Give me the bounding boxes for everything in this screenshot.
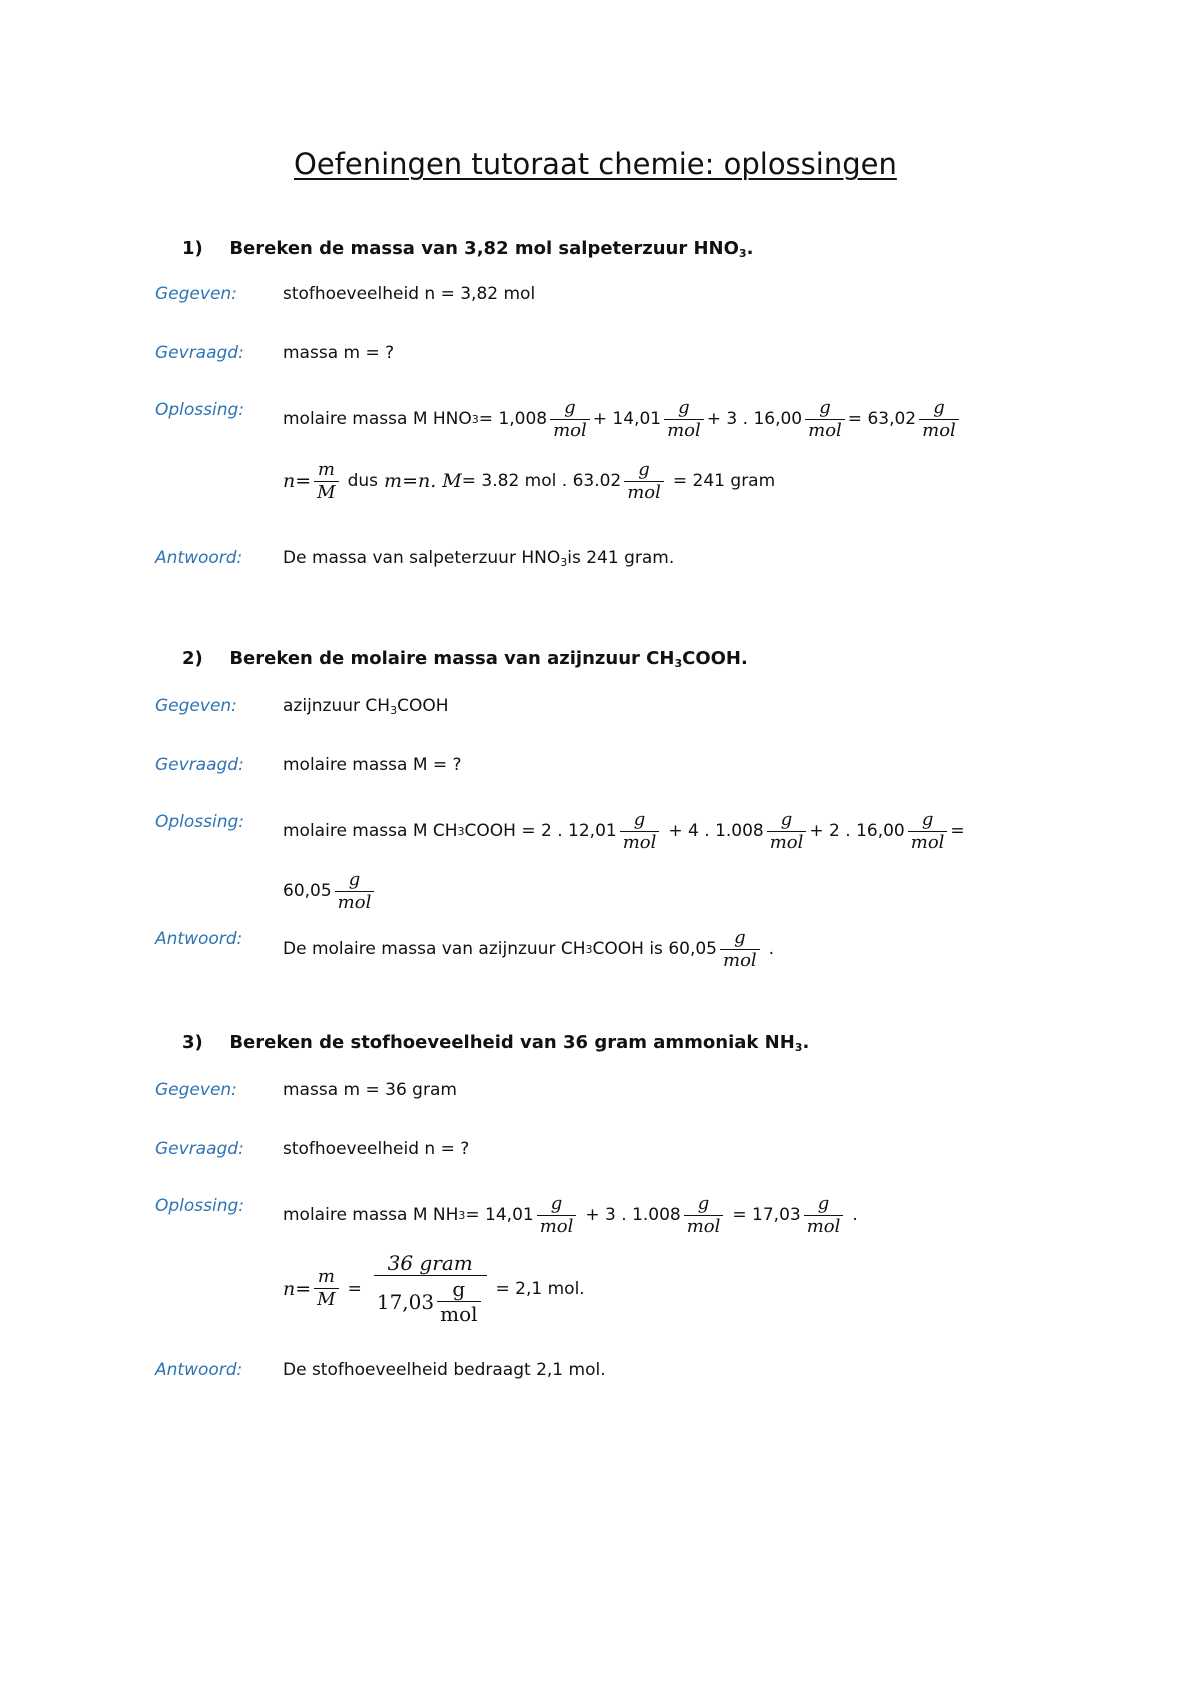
formula-fraction: $\frac{m}{M}$: [314, 1267, 338, 1310]
page-title: Oefeningen tutoraat chemie: oplossingen: [294, 147, 897, 181]
unit-fraction: $\frac{g}{\text{mol}}$: [664, 398, 704, 441]
unit-fraction: $\frac{g}{\text{mol}}$: [684, 1194, 724, 1237]
q1-gevraagd: massa m = ?: [283, 343, 395, 363]
unit-fraction: $\frac{g}{\text{mol}}$: [335, 870, 375, 913]
q3-gegeven: massa m = 36 gram: [283, 1080, 457, 1100]
question-end: .: [802, 1032, 810, 1053]
label-gevraagd: Gevraagd:: [155, 755, 244, 775]
label-gegeven: Gegeven:: [155, 696, 237, 716]
q1-solution-line-2: n= $\frac{m}{M}$ dus m=n. M = 3.82 mol . 63.02 $\frac{g}{\text{mol}}$ = 241 gram: [283, 459, 776, 503]
unit-fraction: $\frac{g}{\text{mol}}$: [767, 810, 807, 853]
label-oplossing: Oplossing:: [155, 812, 245, 832]
label-gevraagd: Gevraagd:: [155, 343, 244, 363]
q2-solution-line-1: molaire massa M CH 3 COOH = 2 . 12,01 $\frac{g}{\text{mol}}$ + 4 . 1.008 $\frac{g}{\text{mol}}$ + 2 . 16,00 $\frac{g}{\text{mol}}$ =: [283, 809, 965, 853]
question-text: Bereken de molaire massa van azijnzuur CH: [229, 648, 675, 669]
question-text: Bereken de massa van 3,82 mol salpeterzuur HNO: [229, 238, 739, 259]
q3-solution-line-1: molaire massa M NH 3 = 14,01 $\frac{g}{\text{mol}}$ + 3 . 1.008 $\frac{g}{\text{mol}}$ = 17,03 $\frac{g}{\text{mol}}$ .: [283, 1193, 858, 1237]
label-antwoord: Antwoord:: [155, 1360, 243, 1380]
question-end: COOH.: [682, 648, 748, 669]
question-end: .: [746, 238, 754, 259]
q2-antwoord: De molaire massa van azijnzuur CH 3 COOH is 60,05 $\frac{g}{\text{mol}}$ .: [283, 927, 775, 971]
subscript: 3: [560, 556, 568, 569]
unit-fraction: $\frac{g}{\text{mol}}$: [908, 810, 948, 853]
unit-fraction: $\frac{g}{\text{mol}}$: [620, 810, 660, 853]
q2-gevraagd: molaire massa M = ?: [283, 755, 462, 775]
q1-antwoord: De massa van salpeterzuur $HNO_3is$ 241 gram.: [283, 548, 675, 569]
question-number: 1): [182, 238, 203, 259]
unit-fraction: $\frac{g}{\text{mol}}$: [537, 1194, 577, 1237]
label-gevraagd: Gevraagd:: [155, 1139, 244, 1159]
q2-gegeven: azijnzuur $CH_3COOH$: [283, 696, 449, 717]
q2-solution-line-2: 60,05 $\frac{g}{\text{mol}}$: [283, 870, 377, 913]
subscript: 3: [457, 824, 465, 838]
label-gegeven: Gegeven:: [155, 1080, 237, 1100]
question-text: Bereken de stofhoeveelheid van 36 gram ammoniak NH: [229, 1032, 795, 1053]
unit-fraction: $\frac{g}{\text{mol}}$: [550, 398, 590, 441]
subscript: 3: [471, 412, 479, 426]
subscript: 3: [390, 704, 398, 717]
question-1: [182, 238, 753, 260]
unit-fraction: $\frac{g}{\text{mol}}$: [805, 398, 845, 441]
subscript: 3: [794, 1041, 803, 1054]
question-2: [182, 648, 748, 670]
label-antwoord: Antwoord:: [155, 929, 243, 949]
subscript: 3: [585, 942, 593, 956]
formula-fraction: $\frac{m}{M}$: [314, 460, 338, 503]
unit-fraction: $\frac{g}{\text{mol}}$: [804, 1194, 844, 1237]
q1-solution-line-1: molaire massa M HNO 3 = 1,008 $\frac{g}{\text{mol}}$ + 14,01 $\frac{g}{\text{mol}}$ + 3 . 16,00 $\frac{g}{\text{mol}}$ = 63,02 $\frac{g}{\text{mol}}$: [283, 398, 962, 441]
question-number: 2): [182, 648, 203, 669]
subscript: 3: [738, 247, 747, 260]
label-oplossing: Oplossing:: [155, 400, 245, 420]
label-oplossing: Oplossing:: [155, 1196, 245, 1216]
unit-fraction: $\frac{g}{\text{mol}}$: [437, 1278, 480, 1325]
label-gegeven: Gegeven:: [155, 284, 237, 304]
subscript: 3: [458, 1208, 466, 1222]
q3-gevraagd: stofhoeveelheid n = ?: [283, 1139, 470, 1159]
unit-fraction: $\frac{g}{\text{mol}}$: [720, 928, 760, 971]
complex-fraction: 36 gram 17,03 $\frac{g}{\text{mol}}$: [374, 1252, 487, 1325]
question-number: 3): [182, 1032, 203, 1053]
unit-fraction: $\frac{g}{\text{mol}}$: [624, 460, 664, 503]
subscript: 3: [674, 657, 683, 670]
q3-antwoord: De stofhoeveelheid bedraagt 2,1 mol.: [283, 1360, 606, 1380]
label-antwoord: Antwoord:: [155, 548, 243, 568]
question-3: [182, 1032, 809, 1054]
q3-solution-line-2: n= $\frac{m}{M}$ = 36 gram 17,03 $\frac{g}{\text{mol}}$ = 2,1 mol.: [283, 1251, 585, 1326]
unit-fraction: $\frac{g}{\text{mol}}$: [919, 398, 959, 441]
q1-gegeven: stofhoeveelheid n = 3,82 mol: [283, 284, 536, 304]
